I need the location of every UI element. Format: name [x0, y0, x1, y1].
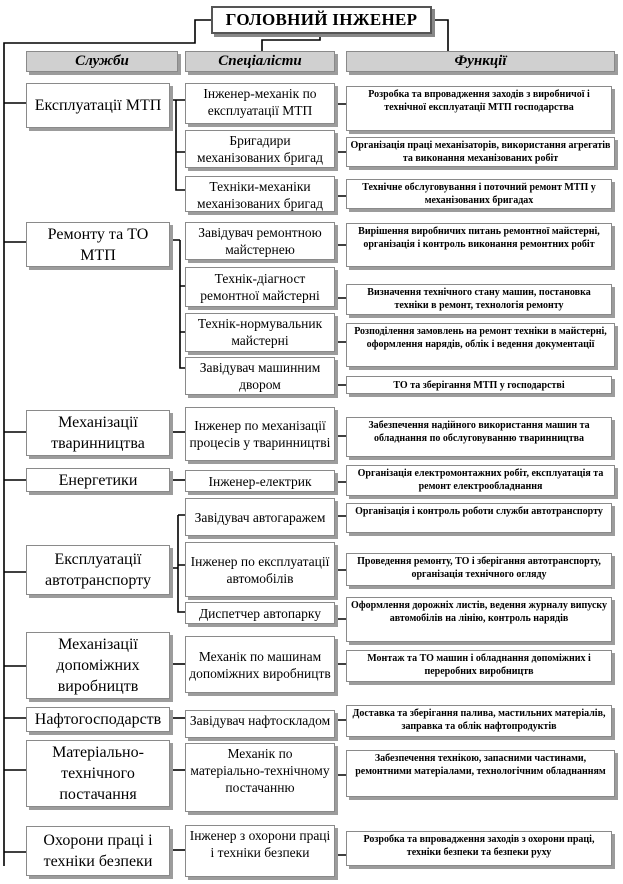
function-box	[346, 503, 612, 533]
header-services-text: Служби	[75, 53, 129, 69]
specialist-box	[185, 602, 335, 624]
specialist-box	[185, 498, 335, 536]
specialist-box	[185, 357, 335, 395]
specialist-label: Завідувач машинним двором	[199, 360, 321, 392]
specialist-label: Техніки-механіки механізованих бригад	[197, 179, 323, 211]
service-box	[26, 222, 170, 267]
function-box	[346, 323, 615, 367]
specialist-label: Механік по машинам допоміжних виробництв	[189, 648, 331, 681]
service-box	[26, 468, 170, 492]
function-box	[346, 223, 612, 267]
function-label: Доставка та зберігання палива, мастильних матеріалів, заправка та облік нафтопродуктів	[352, 708, 606, 732]
specialist-label: Інженер-механік по експлуатації МТП	[203, 86, 317, 118]
specialist-box	[185, 130, 335, 168]
function-box	[346, 86, 612, 131]
specialist-label: Завідувач нафтоскладом	[189, 713, 331, 728]
function-label: Організація праці механізаторів, використання агрегатів та виконання механізованих робіт	[350, 140, 611, 164]
header-services	[26, 51, 178, 72]
function-label: Монтаж та ТО машин і обладнання допоміжних і переробних виробництв	[367, 653, 591, 677]
specialist-box	[185, 470, 335, 492]
header-specialists	[185, 51, 335, 72]
function-box	[346, 284, 612, 315]
function-label: Організація і контроль роботи служби автотранспорту	[355, 506, 603, 517]
service-label: Механізації допоміжних виробництв	[56, 636, 140, 695]
specialist-label: Бригадири механізованих бригад	[197, 133, 323, 165]
specialist-box	[185, 176, 335, 212]
service-label: Експлуатації МТП	[34, 97, 162, 114]
specialist-label: Інженер-електрик	[208, 473, 312, 489]
header-specialists-text: Спеціалісти	[218, 53, 302, 69]
specialist-box	[185, 710, 335, 738]
service-label: Механізації тваринництва	[51, 414, 145, 452]
specialist-box	[185, 222, 335, 260]
service-box	[26, 410, 170, 456]
connector-title-right	[432, 20, 448, 52]
specialist-box	[185, 636, 335, 693]
function-box	[346, 417, 612, 457]
specialist-label: Інженер по механізації процесів у тваринництві	[189, 418, 331, 450]
function-label: Вирішення виробничих питань ремонтної майстерні, організація і контроль виконання ремонтних робіт	[358, 226, 600, 250]
function-label: Розробка та впровадження заходів з охорони праці, техніки безпеки та безпеки руху	[363, 834, 595, 858]
service-box	[26, 740, 170, 807]
function-box	[346, 376, 612, 394]
function-box	[346, 597, 612, 642]
connector-service-5	[170, 515, 185, 612]
header-functions-text: Функції	[454, 53, 507, 69]
function-box	[346, 465, 615, 496]
service-label: Ремонту та ТО МТП	[47, 225, 149, 264]
specialist-box	[185, 313, 335, 352]
connector-service-2	[170, 240, 185, 368]
specialist-label: Технік-нормувальник майстерні	[197, 316, 323, 348]
specialist-label: Технік-діагност ремонтної майстерні	[200, 271, 320, 303]
function-label: Забезпечення надійного використання машин та обладнання по обслуговуванню тваринництва	[368, 420, 590, 444]
specialist-box	[185, 825, 335, 877]
service-box	[26, 826, 170, 876]
specialist-label: Завідувач автогаражем	[194, 509, 326, 525]
function-label: Забезпечення технікою, запасними частинами, ремонтними матеріалами, технологічним обладнанням	[355, 753, 606, 777]
chief-engineer-title-text: ГОЛОВНИЙ ІНЖЕНЕР	[225, 10, 418, 29]
service-box	[26, 545, 170, 595]
service-label: Матеріально-технічного постачання	[52, 744, 144, 803]
service-box	[26, 83, 170, 128]
function-label: ТО та зберігання МТП у господарстві	[393, 379, 565, 391]
header-functions	[346, 51, 615, 72]
function-label: Організація електромонтажних робіт, експлуатація та ремонт електрообладнання	[357, 468, 604, 492]
function-box	[346, 553, 612, 586]
function-box	[346, 750, 615, 797]
function-label: Проведення ремонту, ТО і зберігання автотранспорту, організація технічного огляду	[357, 556, 601, 580]
specialist-label: Завідувач ремонтною майстернею	[198, 225, 322, 257]
connector-title-center	[262, 33, 320, 52]
specialist-label: Диспетчер автопарку	[198, 605, 322, 621]
function-box	[346, 705, 612, 737]
function-box	[346, 650, 612, 682]
specialist-box	[185, 407, 335, 461]
specialist-box	[185, 267, 335, 307]
specialist-label: Інженер по експлуатації автомобілів	[190, 553, 330, 586]
chief-engineer-title	[211, 6, 432, 34]
function-box	[346, 831, 612, 866]
function-label: Технічне обслуговування і поточний ремонт МТП у механізованих бригадах	[362, 182, 596, 206]
service-label: Охорони праці і техніки безпеки	[43, 832, 153, 870]
specialist-label: Механік по матеріально-технічному постачанню	[190, 746, 330, 795]
service-box	[26, 707, 170, 732]
function-box	[346, 179, 612, 209]
service-label: Енергетики	[58, 471, 138, 489]
function-label: Розподілення замовлень на ремонт техніки в майстерні, оформлення нарядів, облік і ведення документації	[354, 326, 607, 350]
connector-service-1	[170, 100, 185, 190]
specialist-label: Інженер з охорони праці і техніки безпеки	[189, 828, 331, 860]
service-label: Експлуатації автотранспорту	[45, 551, 151, 589]
service-box	[26, 632, 170, 699]
function-label: Визначення технічного стану машин, постановка техніки в ремонт, технологія ремонту	[367, 287, 591, 311]
connector-spec-functions	[335, 104, 346, 855]
specialist-box	[185, 542, 335, 597]
specialist-box	[185, 83, 335, 124]
connector-trunk-services	[4, 103, 26, 852]
function-box	[346, 137, 615, 167]
service-label: Нафтогосподарств	[34, 711, 162, 728]
specialist-box	[185, 743, 335, 812]
function-label: Оформлення дорожніх листів, ведення журналу випуску автомобілів на лінію, контроль нарядів	[350, 600, 608, 624]
function-label: Розробка та впровадження заходів з виробничої і технічної експлуатації МТП господарства	[368, 89, 590, 113]
